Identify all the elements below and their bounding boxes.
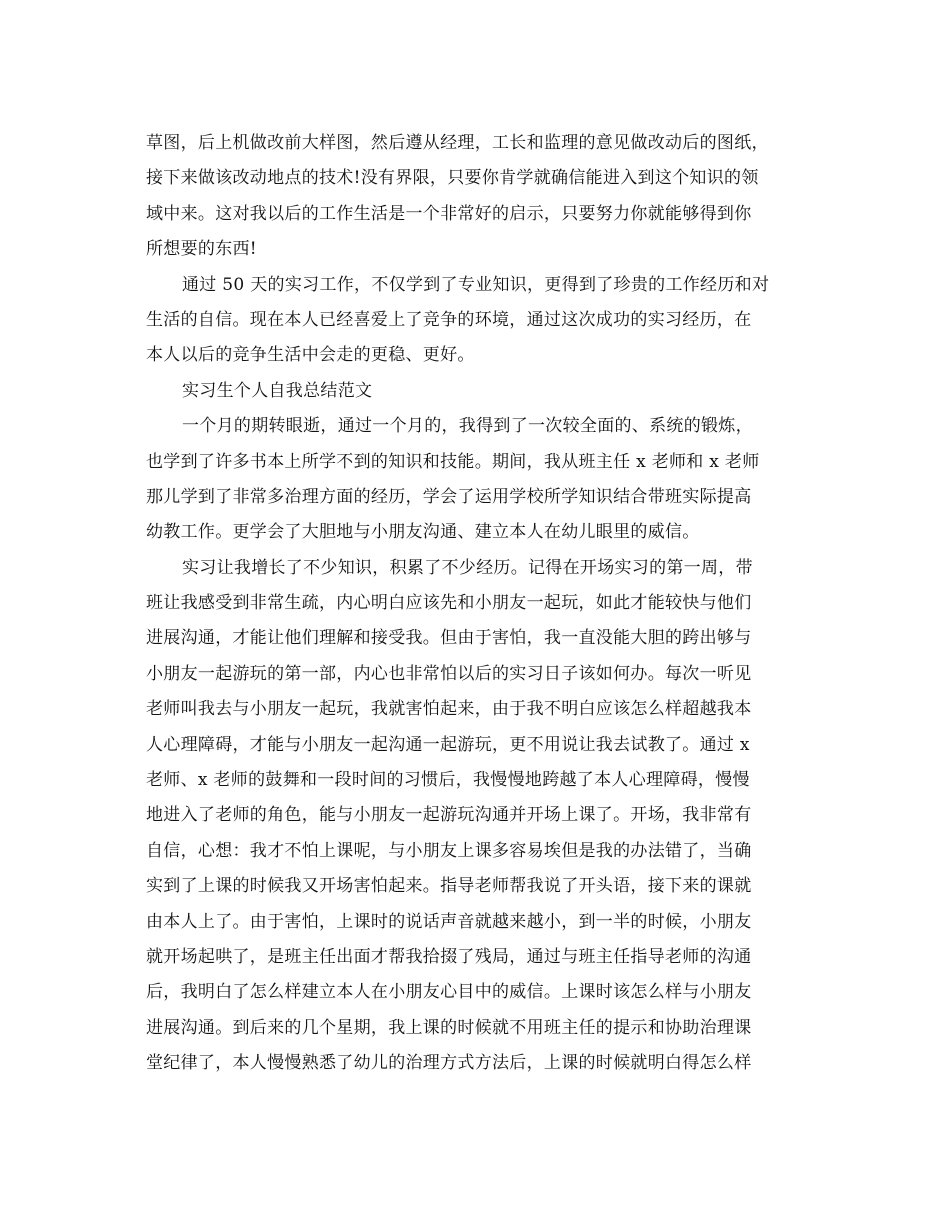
text-line: 域中来。这对我以后的工作生活是一个非常好的启示，只要努力你就能够得到你 — [146, 203, 752, 224]
text-line: 小朋友一起游玩的第一部，内心也非常怕以后的实习日子该如何办。每次一听见 — [146, 663, 752, 684]
text-line: 由本人上了。由于害怕，上课时的说话声音就越来越小，到一半的时候，小朋友 — [146, 911, 752, 932]
text-line: 也学到了许多书本上所学不到的知识和技能。期间，我从班主任 x 老师和 x 老师 — [146, 451, 760, 472]
text-line: 实习生个人自我总结范文 — [182, 380, 373, 401]
text-line: 后，我明白了怎么样建立本人在小朋友心目中的威信。上课时该怎么样与小朋友 — [146, 982, 752, 1003]
text-line: 实到了上课的时候我又开场害怕起来。指导老师帮我说了开头语，接下来的课就 — [146, 876, 752, 897]
text-line: 老师、x 老师的鼓舞和一段时间的习惯后，我慢慢地跨越了本人心理障碍，慢慢 — [146, 770, 750, 791]
text-line: 通过 50 天的实习工作，不仅学到了专业知识，更得到了珍贵的工作经历和对 — [182, 274, 770, 295]
document-body — [146, 126, 806, 1082]
text-line: 实习让我增长了不少知识，积累了不少经历。记得在开场实习的第一周，带 — [182, 557, 753, 578]
text-line: 进展沟通，才能让他们理解和接受我。但由于害怕，我一直没能大胆的跨出够与 — [146, 628, 752, 649]
text-line: 自信，心想：我才不怕上课呢，与小朋友上课多容易埃但是我的办法错了，当确 — [146, 840, 752, 861]
text-line: 接下来做该改动地点的技术!没有界限，只要你肯学就确信能进入到这个知识的领 — [146, 168, 759, 189]
text-line: 人心理障碍，才能与小朋友一起沟通一起游玩，更不用说让我去试教了。通过 x — [146, 734, 750, 755]
text-line: 草图，后上机做改前大样图，然后遵从经理，工长和监理的意见做改动后的图纸， — [146, 133, 769, 153]
text-line: 一个月的期转眼逝，通过一个月的，我得到了一次较全面的、系统的锻炼， — [182, 416, 753, 437]
text-line: 老师叫我去与小朋友一起玩，我就害怕起来，由于我不明白应该怎么样超越我本 — [146, 699, 752, 720]
text-line: 班让我感受到非常生疏，内心明白应该先和小朋友一起玩，如此才能较快与他们 — [146, 593, 752, 614]
text-line: 那儿学到了非常多治理方面的经历，学会了运用学校所学知识结合带班实际提高 — [146, 486, 752, 507]
text-line: 所想要的东西! — [146, 239, 257, 260]
text-line: 幼教工作。更学会了大胆地与小朋友沟通、建立本人在幼儿眼里的威信。 — [146, 522, 700, 543]
text-line: 堂纪律了，本人慢慢熟悉了幼儿的治理方式方法后，上课的时候就明白得怎么样 — [146, 1053, 752, 1074]
text-line: 进展沟通。到后来的几个星期，我上课的时候就不用班主任的提示和协助治理课 — [146, 1017, 752, 1038]
text-line: 地进入了老师的角色，能与小朋友一起游玩沟通并开场上课了。开场，我非常有 — [146, 805, 752, 826]
text-line: 本人以后的竞争生活中会走的更稳、更好。 — [146, 345, 475, 366]
text-line: 生活的自信。现在本人已经喜爱上了竞争的环境，通过这次成功的实习经历，在 — [146, 309, 752, 330]
text-line: 就开场起哄了，是班主任出面才帮我拾掇了残局，通过与班主任指导老师的沟通 — [146, 946, 752, 967]
